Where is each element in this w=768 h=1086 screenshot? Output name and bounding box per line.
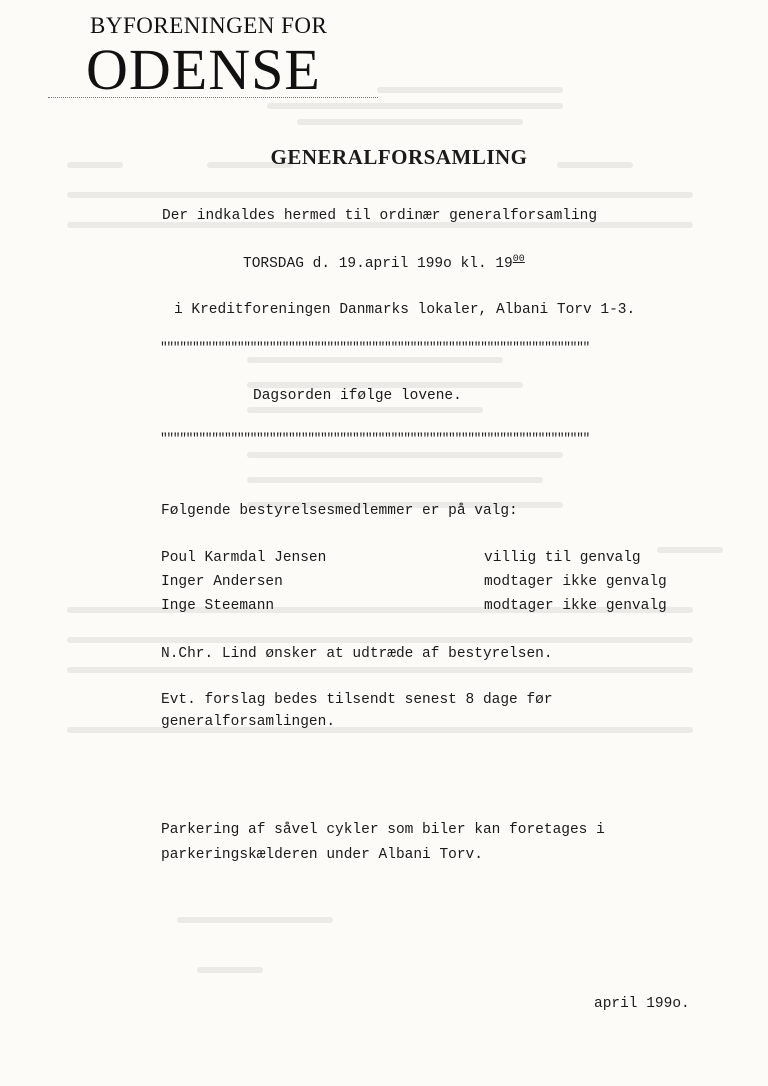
letterhead-line2: ODENSE [86,37,321,102]
proposals-line1: Evt. forslag bedes tilsendt senest 8 dage før [161,692,553,708]
election-heading: Følgende bestyrelsesmedlemmer er på valg: [161,503,518,519]
letterhead-line1: BYFORENINGEN FOR [90,13,328,38]
document-title: GENERALFORSAMLING [270,145,528,169]
candidate-status: villig til genvalg [484,550,641,566]
letterhead-divider [48,97,378,98]
parking-line1: Parkering af såvel cykler som biler kan foretages i [161,822,605,838]
proposals-line2: generalforsamlingen. [161,714,336,730]
separator-top: """"""""""""""""""""""""""""""""""""""""""""""""""""""""""""""""""" [160,340,589,355]
parking-line2: parkeringskælderen under Albani Torv. [161,847,483,863]
intro-text: Der indkaldes hermed til ordinær generalforsamling [162,208,598,224]
candidate-name: Inger Andersen [161,574,283,590]
meeting-date-text: TORSDAG d. 19.april 199o kl. 19 [243,256,513,272]
candidate-status: modtager ikke genvalg [484,598,667,614]
footer-date: april 199o. [594,996,690,1012]
candidate-name: Poul Karmdal Jensen [161,550,327,566]
agenda-text: Dagsorden ifølge lovene. [253,388,462,404]
resignation-note: N.Chr. Lind ønsker at udtræde af bestyrelsen. [161,646,553,662]
separator-bottom: """"""""""""""""""""""""""""""""""""""""""""""""""""""""""""""""""" [160,431,589,446]
meeting-time-minutes: 00 [512,254,525,265]
candidate-name: Inge Steemann [161,598,275,614]
meeting-date-line [243,256,525,272]
candidate-status: modtager ikke genvalg [484,574,667,590]
meeting-location: i Kreditforeningen Danmarks lokaler, Albani Torv 1-3. [174,302,636,318]
